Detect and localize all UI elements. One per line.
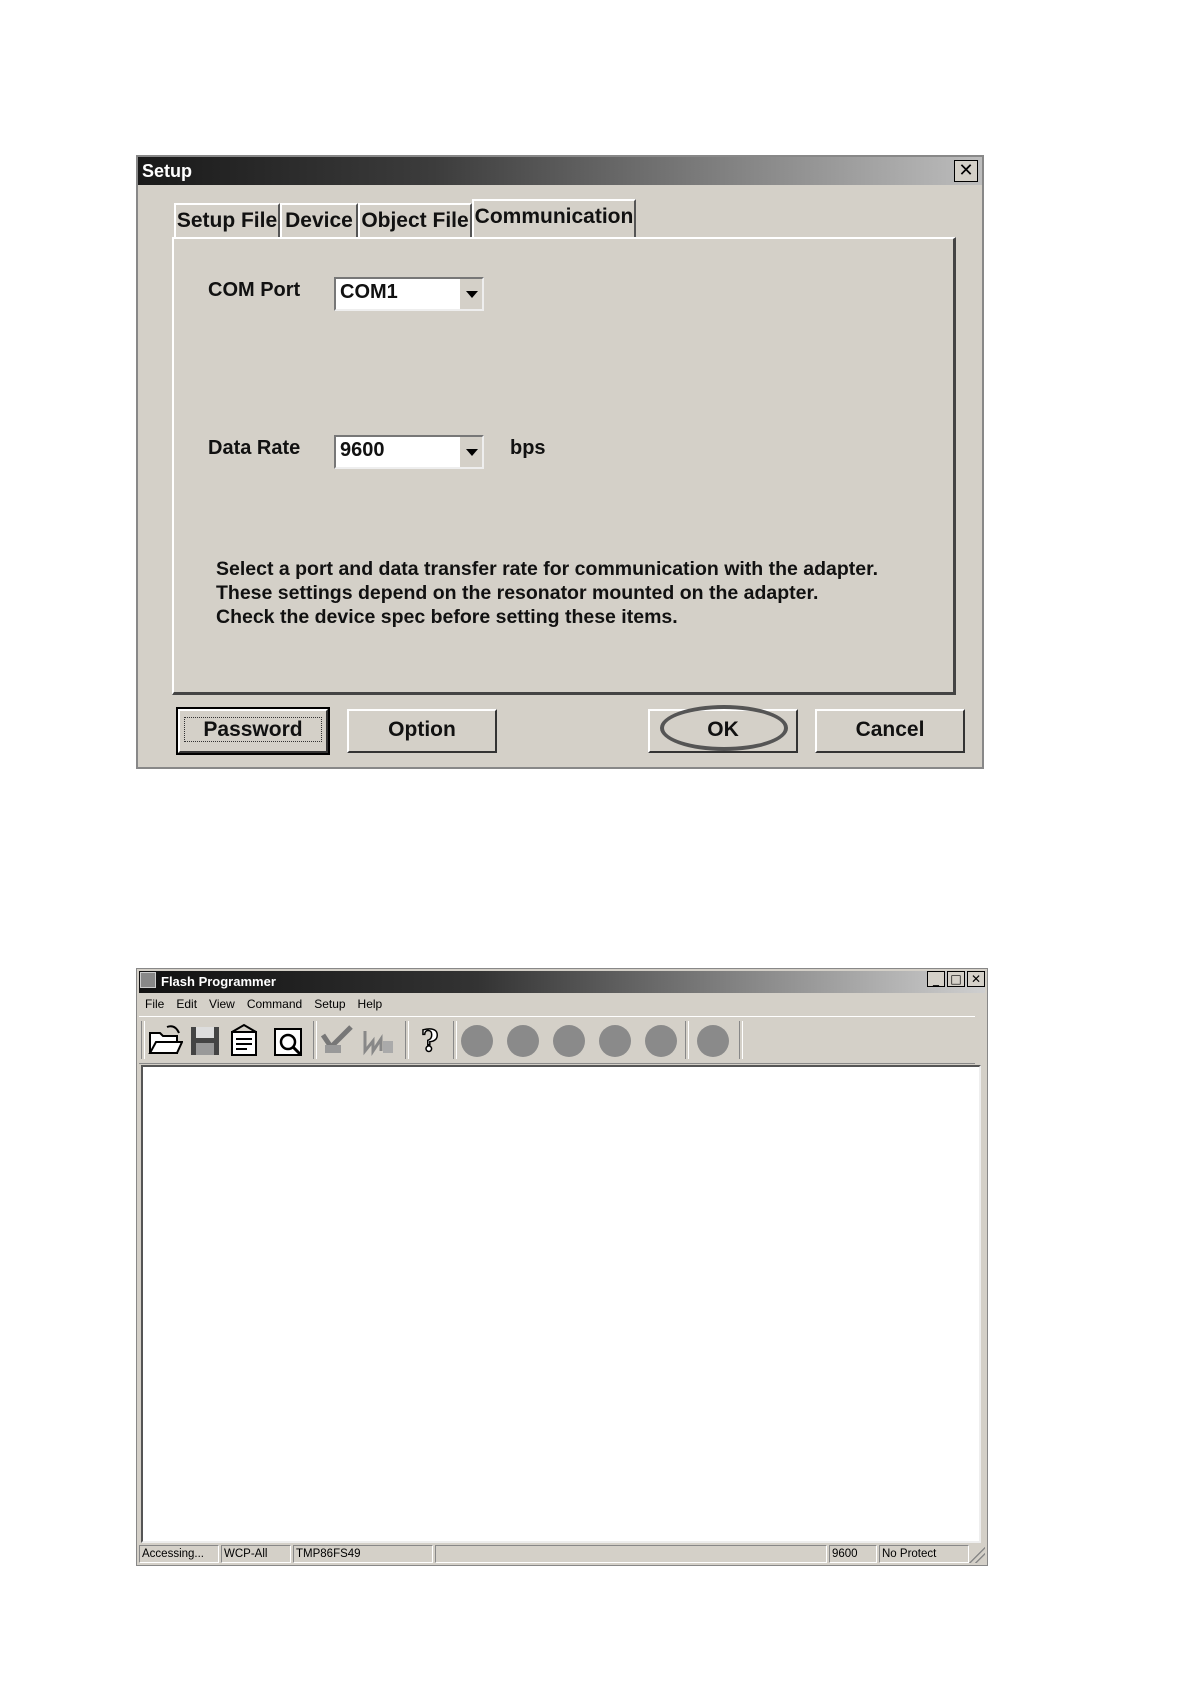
save-disk-icon[interactable] bbox=[187, 1023, 223, 1057]
app-icon[interactable] bbox=[140, 972, 156, 988]
com-port-value: COM1 bbox=[340, 281, 398, 303]
window-controls bbox=[927, 971, 985, 987]
toolbar-separator bbox=[453, 1021, 457, 1059]
menu-setup[interactable]: Setup bbox=[314, 997, 346, 1011]
info-line: Select a port and data transfer rate for communication with the adapter. bbox=[216, 558, 879, 580]
data-rate-label: Data Rate bbox=[208, 437, 301, 459]
close-icon[interactable]: ✕ bbox=[954, 160, 978, 182]
toolbar-separator bbox=[313, 1021, 317, 1059]
cancel-button[interactable]: Cancel bbox=[815, 709, 965, 753]
minimize-icon[interactable]: _ bbox=[927, 971, 945, 987]
data-rate-value: 9600 bbox=[340, 439, 385, 461]
setup-dialog bbox=[136, 155, 984, 769]
status-state: Accessing... bbox=[139, 1545, 219, 1563]
flash-programmer-window bbox=[136, 968, 988, 1566]
svg-text:?: ? bbox=[421, 1024, 439, 1057]
preview-icon[interactable] bbox=[271, 1023, 307, 1057]
status-led-5 bbox=[645, 1025, 677, 1057]
tab-communication[interactable]: Communication bbox=[472, 199, 636, 237]
dialog-title: Setup bbox=[142, 161, 193, 181]
status-blank bbox=[435, 1545, 827, 1563]
log-area[interactable] bbox=[141, 1065, 981, 1543]
menu-bar bbox=[139, 995, 388, 1015]
toolbar-separator bbox=[405, 1021, 409, 1059]
status-bar bbox=[139, 1545, 985, 1563]
info-line: Check the device spec before setting these items. bbox=[216, 606, 678, 628]
menu-edit[interactable]: Edit bbox=[176, 997, 198, 1011]
status-led-6 bbox=[697, 1025, 729, 1057]
status-led-1 bbox=[461, 1025, 493, 1057]
password-button[interactable] bbox=[178, 709, 328, 753]
ok-button[interactable]: OK bbox=[648, 709, 798, 753]
maximize-icon[interactable]: □ bbox=[947, 971, 965, 987]
write-icon[interactable] bbox=[361, 1023, 397, 1057]
check-icon[interactable] bbox=[319, 1023, 355, 1057]
menu-file[interactable]: File bbox=[145, 997, 165, 1011]
help-icon[interactable] bbox=[411, 1023, 447, 1057]
chevron-down-icon[interactable] bbox=[458, 437, 482, 467]
close-icon[interactable]: ✕ bbox=[967, 971, 985, 987]
tab-device[interactable]: Device bbox=[280, 203, 358, 237]
password-button-label: Password bbox=[184, 717, 321, 742]
info-text bbox=[216, 557, 878, 629]
menu-command[interactable]: Command bbox=[246, 997, 303, 1011]
menu-view[interactable]: View bbox=[209, 997, 235, 1011]
toolbar-separator bbox=[685, 1021, 689, 1059]
tab-setup-file[interactable]: Setup File bbox=[174, 203, 280, 237]
status-protect: No Protect bbox=[879, 1545, 969, 1563]
status-led-3 bbox=[553, 1025, 585, 1057]
info-line: These settings depend on the resonator mounted on the adapter. bbox=[216, 582, 819, 604]
open-folder-icon[interactable] bbox=[147, 1023, 183, 1057]
toolbar-separator bbox=[141, 1021, 145, 1059]
window-title-bar[interactable] bbox=[139, 971, 985, 993]
communication-panel bbox=[172, 237, 956, 695]
tab-object-file[interactable]: Object File bbox=[358, 203, 472, 237]
resize-grip-icon[interactable] bbox=[969, 1547, 985, 1563]
toolbar bbox=[139, 1016, 975, 1064]
status-led-2 bbox=[507, 1025, 539, 1057]
option-button[interactable]: Option bbox=[347, 709, 497, 753]
com-port-label: COM Port bbox=[208, 279, 301, 301]
toolbar-separator bbox=[739, 1021, 743, 1059]
status-device: TMP86FS49 bbox=[293, 1545, 433, 1563]
status-led-4 bbox=[599, 1025, 631, 1057]
data-rate-select[interactable] bbox=[334, 435, 484, 469]
com-port-select[interactable] bbox=[334, 277, 484, 311]
status-rate: 9600 bbox=[829, 1545, 877, 1563]
menu-help[interactable]: Help bbox=[357, 997, 383, 1011]
dialog-title-bar[interactable] bbox=[138, 157, 982, 185]
data-rate-unit: bps bbox=[510, 437, 546, 459]
status-adapter: WCP-All bbox=[221, 1545, 291, 1563]
window-title: Flash Programmer bbox=[161, 974, 276, 989]
properties-icon[interactable] bbox=[227, 1023, 263, 1057]
chevron-down-icon[interactable] bbox=[458, 279, 482, 309]
